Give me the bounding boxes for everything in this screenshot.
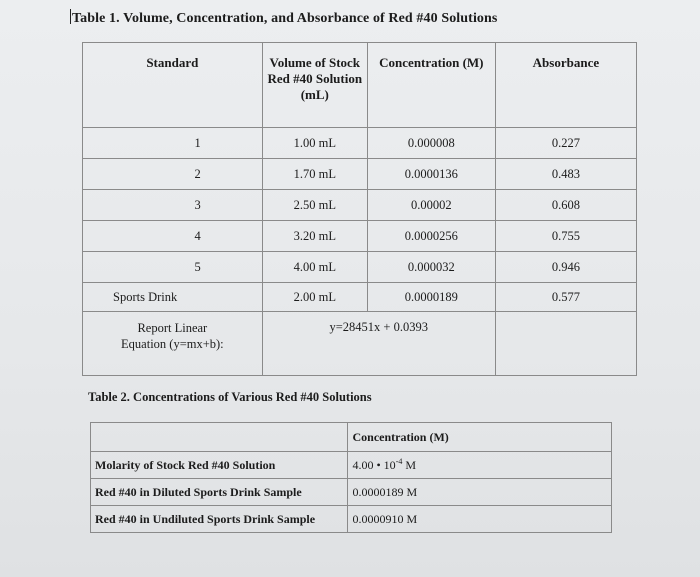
cell-standard: 3 <box>83 190 263 221</box>
table-row <box>83 221 637 252</box>
cell-concentration: 0.00002 <box>367 190 495 221</box>
cell-standard: Sports Drink <box>83 283 263 312</box>
table1 <box>82 42 637 376</box>
table-row <box>83 252 637 283</box>
table2 <box>90 422 612 533</box>
cell-absorbance: 0.227 <box>495 128 636 159</box>
row-label: Red #40 in Undiluted Sports Drink Sample <box>91 506 348 533</box>
row-label: Red #40 in Diluted Sports Drink Sample <box>91 479 348 506</box>
cell-volume: 3.20 mL <box>262 221 367 252</box>
cell-concentration: 0.0000136 <box>367 159 495 190</box>
equation-row <box>83 312 637 376</box>
cell-absorbance: 0.755 <box>495 221 636 252</box>
row-label: Molarity of Stock Red #40 Solution <box>91 452 348 479</box>
cell-standard: 2 <box>83 159 263 190</box>
cell-concentration: 0.0000256 <box>367 221 495 252</box>
table2-header-empty <box>91 423 348 452</box>
cell-volume: 2.00 mL <box>262 283 367 312</box>
table-row <box>83 128 637 159</box>
table-row <box>83 159 637 190</box>
cell-concentration: 0.000032 <box>367 252 495 283</box>
table-row <box>91 506 612 533</box>
row-value: 4.00 • $10^{-4}$ M <box>348 452 612 479</box>
table2-header-row <box>91 423 612 452</box>
table-row <box>91 479 612 506</box>
header-concentration: Concentration (M) <box>367 43 495 128</box>
table1-header-row <box>83 43 637 128</box>
table1-title: Table 1. Volume, Concentration, and Absorbance of Red #40 Solutions <box>72 11 498 26</box>
table2-title: Table 2. Concentrations of Various Red #40 Solutions <box>88 390 372 404</box>
equation-value: y=28451x + 0.0393 <box>262 312 495 376</box>
cell-volume: 4.00 mL <box>262 252 367 283</box>
equation-empty-cell <box>495 312 636 376</box>
cell-volume: 2.50 mL <box>262 190 367 221</box>
cell-standard: 4 <box>83 221 263 252</box>
cell-volume: 1.00 mL <box>262 128 367 159</box>
table2-header-concentration: Concentration (M) <box>348 423 612 452</box>
cell-standard: 1 <box>83 128 263 159</box>
cell-concentration: 0.0000189 <box>367 283 495 312</box>
cell-absorbance: 0.608 <box>495 190 636 221</box>
table-row <box>83 283 637 312</box>
header-volume: Volume of Stock Red #40 Solution (mL) <box>262 43 367 128</box>
header-absorbance: Absorbance <box>495 43 636 128</box>
cell-standard: 5 <box>83 252 263 283</box>
cell-concentration: 0.000008 <box>367 128 495 159</box>
equation-label: Report Linear Equation (y=mx+b): <box>83 312 263 376</box>
header-standard: Standard <box>83 43 263 128</box>
cell-absorbance: 0.577 <box>495 283 636 312</box>
cell-absorbance: 0.946 <box>495 252 636 283</box>
table-row <box>91 452 612 479</box>
table-row <box>83 190 637 221</box>
cell-absorbance: 0.483 <box>495 159 636 190</box>
row-value: 0.0000189 M <box>348 479 612 506</box>
row-value: 0.0000910 M <box>348 506 612 533</box>
cell-volume: 1.70 mL <box>262 159 367 190</box>
text-cursor <box>70 9 71 24</box>
